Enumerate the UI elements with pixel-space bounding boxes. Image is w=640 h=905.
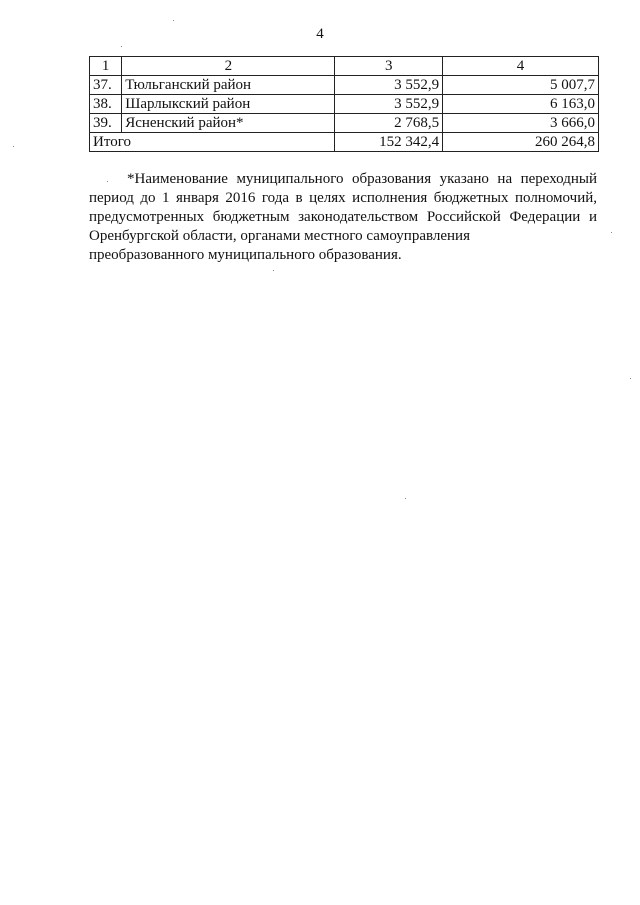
value-col3: 2 768,5 — [335, 114, 443, 133]
row-number: 38. — [90, 95, 122, 114]
header-cell-1: 1 — [90, 57, 122, 76]
footnote-last-line: преобразованного муниципального образования. — [89, 247, 402, 263]
value-col3: 3 552,9 — [335, 95, 443, 114]
table-row — [90, 95, 599, 114]
scan-speck — [611, 232, 612, 233]
budget-table — [89, 56, 599, 152]
value-col3: 3 552,9 — [335, 76, 443, 95]
header-cell-2: 2 — [122, 57, 335, 76]
scan-speck — [405, 498, 406, 499]
scan-speck — [630, 378, 631, 379]
row-number: 37. — [90, 76, 122, 95]
row-number: 39. — [90, 114, 122, 133]
scan-speck — [273, 270, 274, 271]
footnote — [89, 170, 597, 265]
district-name: Тюльганский район — [122, 76, 335, 95]
district-name: Ясненский район* — [122, 114, 335, 133]
scan-speck — [121, 46, 122, 47]
table-row — [90, 114, 599, 133]
page-number: 4 — [316, 26, 324, 42]
value-col4: 5 007,7 — [443, 76, 599, 95]
scan-speck — [13, 146, 14, 147]
value-col4: 3 666,0 — [443, 114, 599, 133]
total-col4: 260 264,8 — [443, 133, 599, 152]
table-total-row — [90, 133, 599, 152]
header-cell-4: 4 — [443, 57, 599, 76]
header-cell-3: 3 — [335, 57, 443, 76]
footnote-text: *Наименование муниципального образования указано на переходный период до 1 января 2016 года в целях исполнения бюджетных полномочий, предусмотренных бюджетным законодательством Российской Федерации и Оренбургской области, органами местного самоуправления — [89, 171, 597, 244]
table-row — [90, 76, 599, 95]
scan-speck — [173, 20, 174, 21]
table-header-row — [90, 57, 599, 76]
value-col4: 6 163,0 — [443, 95, 599, 114]
district-name: Шарлыкский район — [122, 95, 335, 114]
scan-speck — [107, 181, 108, 182]
total-label: Итого — [90, 133, 335, 152]
total-col3: 152 342,4 — [335, 133, 443, 152]
